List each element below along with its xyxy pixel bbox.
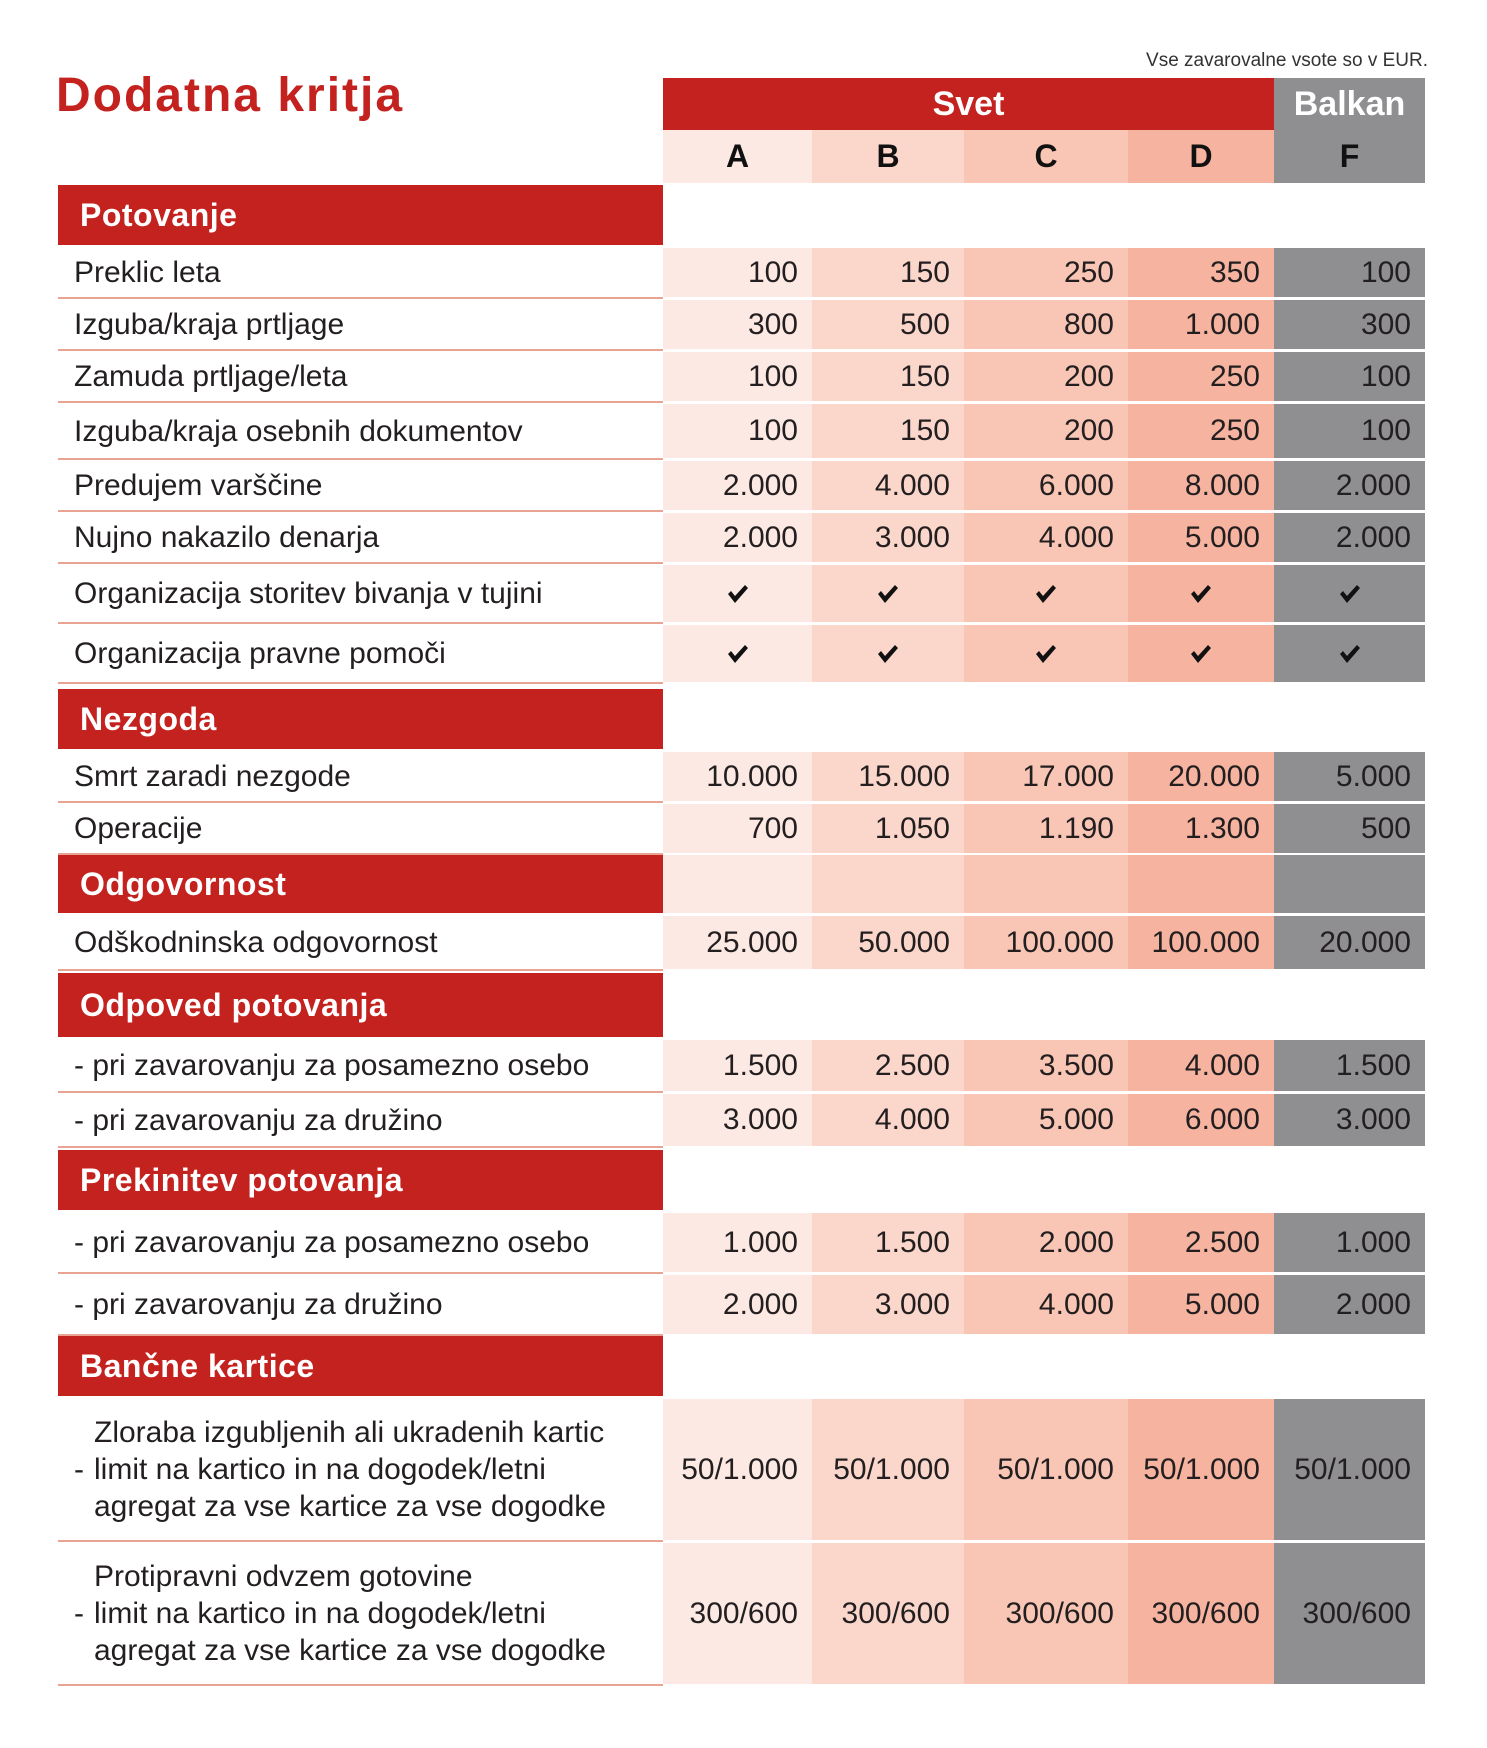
row-separator: [58, 969, 663, 971]
value-cell-d: 8.000: [1128, 461, 1274, 510]
value-cell-a: [663, 565, 812, 622]
checkmark-icon: [1190, 644, 1212, 664]
value-cell-a: 700: [663, 804, 812, 853]
value-cell-b: 150: [812, 352, 964, 401]
row-label: [58, 1399, 663, 1540]
value-cell-b: 150: [812, 404, 964, 458]
value-cell-d: 350: [1128, 248, 1274, 297]
value-cell-b: 150: [812, 248, 964, 297]
value-cell-a: 2.000: [663, 461, 812, 510]
checkmark-icon: [1035, 584, 1057, 604]
value-cell-c: 2.000: [964, 1213, 1128, 1272]
row-separator: [58, 562, 663, 564]
bullet-dash: -: [74, 1597, 84, 1630]
value-cell-a: 2.000: [663, 513, 812, 562]
value-cell-a: 300: [663, 300, 812, 349]
row-label: Organizacija pravne pomoči: [74, 637, 446, 670]
row-label-lines: [94, 1558, 606, 1669]
row-label: - pri zavarovanju za posamezno osebo: [74, 1049, 590, 1082]
value-cell-b: 50/1.000: [812, 1399, 964, 1540]
column-header-a: A: [663, 130, 812, 183]
section-fill-d: [1128, 855, 1274, 913]
value-cell-b: [812, 625, 964, 682]
value-cell-c: 5.000: [964, 1094, 1128, 1146]
value-cell-c: 800: [964, 300, 1128, 349]
section-header-ban-ne-kartice: Bančne kartice: [58, 1336, 663, 1396]
row-label: Nujno nakazilo denarja: [74, 521, 380, 554]
page-title: Dodatna kritja: [56, 69, 405, 122]
value-cell-d: 4.000: [1128, 1040, 1274, 1091]
row-separator: [58, 1272, 663, 1274]
value-cell-b: 2.500: [812, 1040, 964, 1091]
value-cell-b: 15.000: [812, 752, 964, 801]
column-header-f: F: [1274, 130, 1425, 183]
row-label: [58, 1543, 663, 1684]
row-label-line: limit na kartico in na dogodek/letni: [94, 1453, 546, 1486]
value-cell-f: 5.000: [1274, 752, 1425, 801]
row-label: Operacije: [74, 812, 203, 845]
checkmark-icon: [877, 584, 899, 604]
value-cell-b: 3.000: [812, 513, 964, 562]
column-header-d: D: [1128, 130, 1274, 183]
value-cell-c: 50/1.000: [964, 1399, 1128, 1540]
value-cell-a: [663, 625, 812, 682]
value-cell-d: 250: [1128, 404, 1274, 458]
value-cell-c: 250: [964, 248, 1128, 297]
value-cell-d: 5.000: [1128, 513, 1274, 562]
value-cell-c: 4.000: [964, 513, 1128, 562]
row-label: Izguba/kraja osebnih dokumentov: [74, 414, 523, 448]
value-cell-f: 50/1.000: [1274, 1399, 1425, 1540]
section-header-prekinitev-potovanja: Prekinitev potovanja: [58, 1150, 663, 1210]
value-cell-b: 4.000: [812, 461, 964, 510]
section-fill-b: [812, 855, 964, 913]
section-fill-c: [964, 855, 1128, 913]
value-cell-b: 300/600: [812, 1543, 964, 1684]
row-label: - pri zavarovanju za posamezno osebo: [74, 1226, 590, 1259]
checkmark-icon: [727, 644, 749, 664]
checkmark-icon: [877, 644, 899, 664]
value-cell-d: 1.300: [1128, 804, 1274, 853]
value-cell-a: 25.000: [663, 916, 812, 969]
value-cell-c: 200: [964, 404, 1128, 458]
region-header-svet: Svet: [663, 78, 1274, 130]
value-cell-d: 250: [1128, 352, 1274, 401]
row-separator: [58, 1091, 663, 1093]
value-cell-f: [1274, 565, 1425, 622]
section-header-odpoved-potovanja: Odpoved potovanja: [58, 973, 663, 1037]
row-label: Smrt zaradi nezgode: [74, 760, 351, 793]
value-cell-c: 6.000: [964, 461, 1128, 510]
section-header-nezgoda: Nezgoda: [58, 689, 663, 749]
value-cell-a: 1.500: [663, 1040, 812, 1091]
value-cell-b: 3.000: [812, 1275, 964, 1334]
value-cell-c: 3.500: [964, 1040, 1128, 1091]
value-cell-c: 1.190: [964, 804, 1128, 853]
value-cell-f: 1.000: [1274, 1213, 1425, 1272]
row-separator: [58, 349, 663, 351]
currency-note: Vse zavarovalne vsote so v EUR.: [1146, 50, 1428, 71]
row-label-line: Protipravni odvzem gotovine: [94, 1560, 473, 1593]
checkmark-icon: [1339, 584, 1361, 604]
value-cell-c: [964, 625, 1128, 682]
row-label-line: Zloraba izgubljenih ali ukradenih kartic: [94, 1416, 605, 1449]
value-cell-d: 100.000: [1128, 916, 1274, 969]
row-separator: [58, 682, 663, 684]
value-cell-a: 2.000: [663, 1275, 812, 1334]
value-cell-c: 300/600: [964, 1543, 1128, 1684]
value-cell-f: 2.000: [1274, 461, 1425, 510]
value-cell-a: 100: [663, 248, 812, 297]
row-label: - pri zavarovanju za družino: [74, 1103, 443, 1137]
region-header-balkan: Balkan: [1274, 78, 1425, 130]
value-cell-f: 2.000: [1274, 1275, 1425, 1334]
value-cell-c: 100.000: [964, 916, 1128, 969]
value-cell-f: 3.000: [1274, 1094, 1425, 1146]
value-cell-f: 2.000: [1274, 513, 1425, 562]
value-cell-d: [1128, 625, 1274, 682]
bullet-dash: -: [74, 1453, 84, 1486]
value-cell-d: 20.000: [1128, 752, 1274, 801]
checkmark-icon: [727, 584, 749, 604]
value-cell-b: 4.000: [812, 1094, 964, 1146]
value-cell-d: 1.000: [1128, 300, 1274, 349]
value-cell-f: 20.000: [1274, 916, 1425, 969]
value-cell-a: 100: [663, 404, 812, 458]
value-cell-d: 2.500: [1128, 1213, 1274, 1272]
value-cell-b: 50.000: [812, 916, 964, 969]
checkmark-icon: [1190, 584, 1212, 604]
row-separator: [58, 1540, 663, 1542]
value-cell-d: [1128, 565, 1274, 622]
value-cell-a: 100: [663, 352, 812, 401]
row-label-line: agregat za vse kartice za vse dogodke: [94, 1490, 606, 1523]
value-cell-c: [964, 565, 1128, 622]
row-separator: [58, 1146, 663, 1148]
value-cell-a: 300/600: [663, 1543, 812, 1684]
value-cell-f: 1.500: [1274, 1040, 1425, 1091]
value-cell-d: 300/600: [1128, 1543, 1274, 1684]
value-cell-f: 500: [1274, 804, 1425, 853]
row-label-line: agregat za vse kartice za vse dogodke: [94, 1634, 606, 1667]
row-separator: [58, 401, 663, 403]
value-cell-d: 6.000: [1128, 1094, 1274, 1146]
section-fill-f: [1274, 855, 1425, 913]
value-cell-f: [1274, 625, 1425, 682]
value-cell-f: 100: [1274, 352, 1425, 401]
value-cell-c: 4.000: [964, 1275, 1128, 1334]
checkmark-icon: [1339, 644, 1361, 664]
value-cell-b: 1.500: [812, 1213, 964, 1272]
row-label: Zamuda prtljage/leta: [74, 360, 348, 393]
value-cell-d: 5.000: [1128, 1275, 1274, 1334]
column-header-c: C: [964, 130, 1128, 183]
value-cell-c: 17.000: [964, 752, 1128, 801]
section-fill-a: [663, 855, 812, 913]
value-cell-f: 300: [1274, 300, 1425, 349]
value-cell-b: 500: [812, 300, 964, 349]
row-label: Izguba/kraja prtljage: [74, 308, 345, 341]
value-cell-a: 10.000: [663, 752, 812, 801]
row-label: - pri zavarovanju za družino: [74, 1288, 443, 1321]
row-separator: [58, 622, 663, 624]
row-label: Odškodninska odgovornost: [74, 926, 438, 959]
row-label: Predujem varščine: [74, 469, 323, 502]
row-label: Organizacija storitev bivanja v tujini: [74, 577, 543, 610]
section-header-odgovornost: Odgovornost: [58, 855, 663, 913]
value-cell-c: 200: [964, 352, 1128, 401]
row-separator: [58, 1684, 663, 1686]
value-cell-f: 300/600: [1274, 1543, 1425, 1684]
column-header-b: B: [812, 130, 964, 183]
row-separator: [58, 297, 663, 299]
value-cell-d: 50/1.000: [1128, 1399, 1274, 1540]
value-cell-b: [812, 565, 964, 622]
value-cell-f: 100: [1274, 404, 1425, 458]
value-cell-f: 100: [1274, 248, 1425, 297]
row-label-lines: [94, 1414, 606, 1525]
row-label: Preklic leta: [74, 256, 221, 289]
row-separator: [58, 801, 663, 803]
value-cell-a: 50/1.000: [663, 1399, 812, 1540]
section-header-potovanje: Potovanje: [58, 185, 663, 245]
row-separator: [58, 510, 663, 512]
value-cell-a: 3.000: [663, 1094, 812, 1146]
row-separator: [58, 458, 663, 460]
checkmark-icon: [1035, 644, 1057, 664]
value-cell-a: 1.000: [663, 1213, 812, 1272]
value-cell-b: 1.050: [812, 804, 964, 853]
row-label-line: limit na kartico in na dogodek/letni: [94, 1597, 546, 1630]
